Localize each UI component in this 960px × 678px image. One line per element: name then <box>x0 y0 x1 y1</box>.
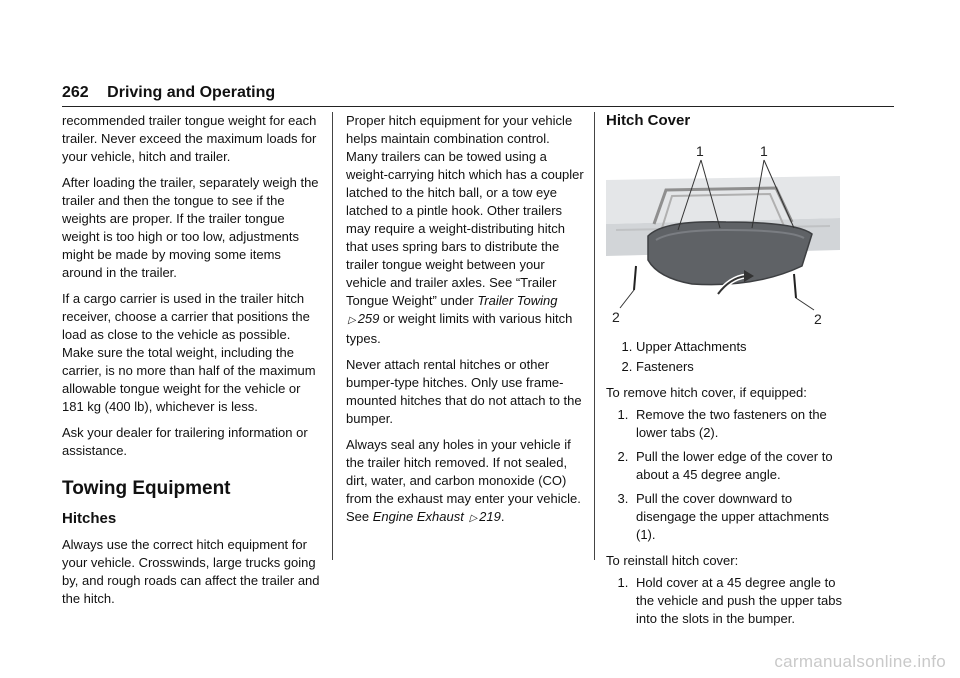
callout-1: 1 <box>696 143 704 159</box>
page-number: 262 <box>62 84 89 101</box>
xref-link[interactable]: Trailer Towing ▷ 259 <box>348 293 558 326</box>
column-divider <box>332 112 333 560</box>
step-item: 2. Pull the lower edge of the cover to about a 45 degree angle. <box>632 448 844 484</box>
remove-intro: To remove hitch cover, if equipped: <box>606 385 807 400</box>
bumper-shape <box>606 176 840 224</box>
header-rule <box>62 106 894 107</box>
step-item: 1. Hold cover at a 45 degree angle to the vehicle and push the upper tabs into the slots in the bumper. <box>632 574 844 628</box>
section-heading: Towing Equipment <box>62 478 231 499</box>
hitch-cover-illustration <box>606 138 840 328</box>
paragraph: Always seal any holes in your vehicle if the trailer hitch removed. If not sealed, dirt, water, and carbon monoxide (CO) from the exhaust may enter your vehicle. See Engine Exhaust ▷ 219. <box>346 437 581 524</box>
paragraph: Never attach rental hitches or other bumper-type hitches. Only use frame-mounted hitches that do not attach to the bumper. <box>346 357 582 426</box>
xref-arrow-icon: ▷ <box>469 513 478 524</box>
column-2 <box>346 112 584 536</box>
xref-link[interactable]: Engine Exhaust ▷ 219 <box>372 509 501 524</box>
legend-item: 2. Fasteners <box>636 358 844 376</box>
paragraph: Always use the correct hitch equipment for your vehicle. Crosswinds, large trucks going by, and rough roads can affect the trailer and the hitch. <box>62 537 320 606</box>
paragraph: recommended trailer tongue weight for each trailer. Never exceed the maximum loads for your vehicle, hitch and trailer. <box>62 113 317 164</box>
column-divider <box>594 112 595 560</box>
callout-1: 1 <box>760 143 768 159</box>
sub-heading: Hitches <box>62 510 117 527</box>
reinstall-intro: To reinstall hitch cover: <box>606 553 739 568</box>
paragraph: If a cargo carrier is used in the trailer hitch receiver, choose a carrier that positions the load as close to the vehicle as possible. Make sure the total weight, including the carrier, is no more than half of the maximum allowable tongue weight for the vehicle or 181 kg (400 lb), whichever is less. <box>62 291 316 414</box>
paragraph: Ask your dealer for trailering information or assistance. <box>62 425 308 458</box>
paragraph: Proper hitch equipment for your vehicle helps maintain combination control. Many trailers can be towed using a weight-carrying hitch which has a coupler latched to the hitch ball, or a tow eye latched to a pintle hook. Other trailers may require a weight-distributing hitch that uses spring bars to distribute the trailer tongue weight between your vehicle and trailer axles. See “Trailer Tongue Weight” under Trailer Towing ▷ 259 or weight limits with various hitch types. <box>346 113 584 346</box>
xref-arrow-icon: ▷ <box>348 315 356 326</box>
figure-legend <box>606 338 844 376</box>
watermark: carmanualsonline.info <box>774 652 946 671</box>
section-title: Driving and Operating <box>107 84 276 101</box>
callout-2: 2 <box>612 309 620 325</box>
callout-2: 2 <box>814 311 822 327</box>
step-item: 1. Remove the two fasteners on the lower tabs (2). <box>632 406 844 442</box>
hitch-cover-heading: Hitch Cover <box>606 112 691 129</box>
column-1 <box>62 112 320 616</box>
remove-steps <box>606 406 844 544</box>
reinstall-steps <box>606 574 844 628</box>
legend-item: 1. Upper Attachments <box>636 338 844 356</box>
paragraph: After loading the trailer, separately weigh the trailer and then the tongue to see if the weights are proper. If the trailer tongue weight is too high or too low, adjustments might be made by moving some items around in the trailer. <box>62 175 319 280</box>
column-3 <box>606 112 844 636</box>
page-header <box>62 84 275 102</box>
step-item: 3. Pull the cover downward to disengage the upper attachments (1). <box>632 490 844 544</box>
